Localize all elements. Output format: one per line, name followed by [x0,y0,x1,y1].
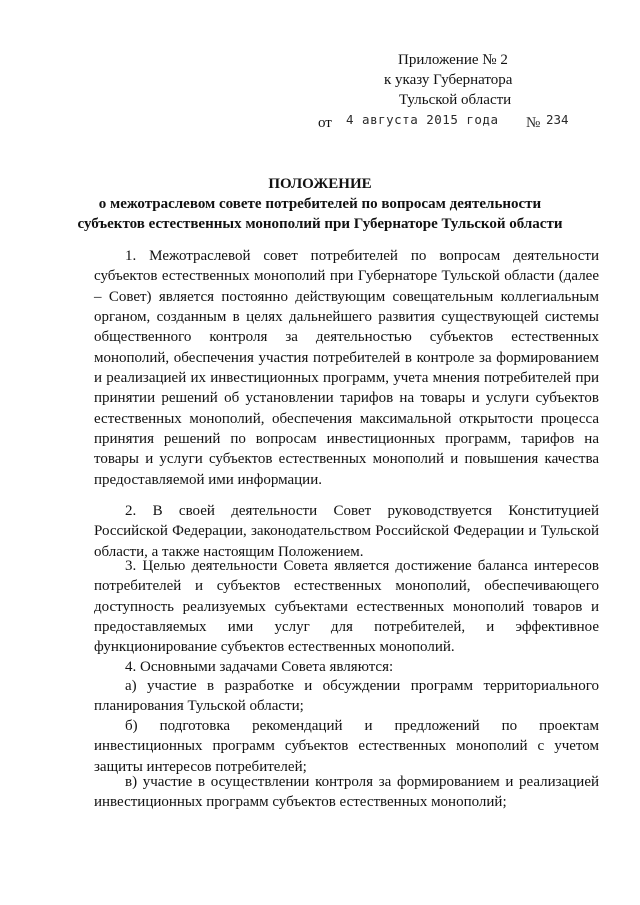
list-item-v: в) участие в осуществлении контроля за формированием и реализацией инвестиционных программ субъектов естественных монополий; [94,774,599,811]
paragraph-3: 3. Целью деятельности Совета является достижение баланса интересов потребителей и субъектов естественных монополий, обеспечивающего доступность реализуемых субъектами естественных монополий товаров и предоставляемых ими услуг для потребителей, и эффективное функционирование субъектов естественных монополий. [94,558,599,656]
appendix-number: Приложение № 2 [398,52,508,68]
document-subtitle-line2: субъектов естественных монополий при Губернаторе Тульской области [77,216,563,232]
appendix-region: Тульской области [399,92,512,108]
decree-number: 234 [546,112,569,127]
list-item-b: б) подготовка рекомендаций и предложений по проектам инвестиционных программ субъектов естественных монополий с учетом защиты интересов потребителей; [94,718,599,775]
document-subtitle-line1: о межотраслевом совете потребителей по вопросам деятельности [98,196,542,212]
paragraph-2: 2. В своей деятельности Совет руководствуется Конституцией Российской Федерации, законодательством Российской Федерации и Тульской области, а также настоящим Положением. [94,503,599,560]
paragraph-4: 4. Основными задачами Совета являются: [125,659,394,675]
date-label: от [318,115,332,131]
paragraph-1: 1. Межотраслевой совет потребителей по вопросам деятельности субъектов естественных монополий при Губернаторе Тульской области (далее – Совет) является постоянно действующим совещательным коллегиальным органом, созданным в целях дальнейшего развития существующей системы общественного контроля за деятельностью субъектов естественных монополий, обеспечения участия потребителей в контроле за формированием и реализацией их инвестиционных программ, учета мнения потребителей при принятии решений об установлении тарифов на товары и услуги субъектов естественных монополий, обеспечения максимальной открытости процесса принятия решений по вопросам инвестиционных программ, тарифов на товары и услуги субъектов естественных монополий и повышения качества предоставляемой ими информации. [94,248,599,488]
appendix-decree-ref: к указу Губернатора [384,72,513,88]
decree-date: 4 августа 2015 года [346,112,499,127]
document-title: ПОЛОЖЕНИЕ [268,176,372,192]
number-label: № [526,115,541,131]
list-item-a: а) участие в разработке и обсуждении программ территориального планирования Тульской области; [94,678,599,715]
